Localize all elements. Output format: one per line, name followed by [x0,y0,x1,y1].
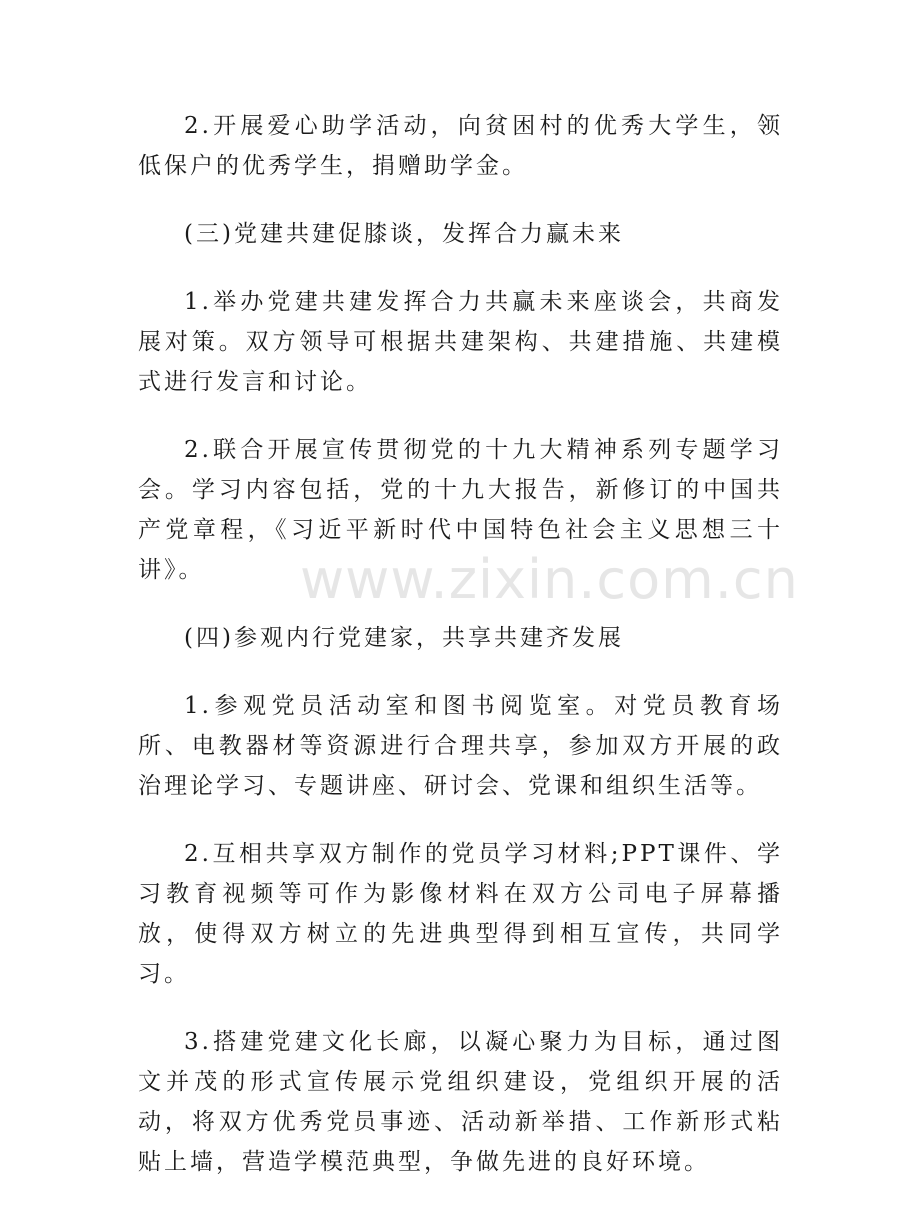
paragraph-symposium: 1.举办党建共建发挥合力共赢未来座谈会，共商发展对策。双方领导可根据共建架构、共建措施、共建模式进行发言和讨论。 [138,289,783,395]
paragraph-study-session: 2.联合开展宣传贯彻党的十九大精神系列专题学习会。学习内容包括，党的十九大报告，新修订的中国共产党章程，《习近平新时代中国特色社会主义思想三十讲》。 [138,437,783,583]
section-heading-3: (三)党建共建促膝谈，发挥合力赢未来 [184,221,624,247]
section-heading-4: (四)参观内行党建家，共享共建齐发展 [184,625,624,651]
paragraph-culture-corridor: 3.搭建党建文化长廊，以凝心聚力为目标，通过图文并茂的形式宣传展示党组织建设，党组织开展的活动，将双方优秀党员事迹、活动新举措、工作新形式粘贴上墙，营造学模范典型，争做先进的良好环境。 [138,1029,783,1175]
watermark: www.zixin.com.cn [300,548,799,611]
paragraph-share-materials: 2.互相共享双方制作的党员学习材料;PPT课件、学习教育视频等可作为影像材料在双方公司电子屏幕播放，使得双方树立的先进典型得到相互宣传，共同学习。 [138,841,783,987]
document-body [138,106,783,1208]
paragraph-aid-activity: 2.开展爱心助学活动，向贫困村的优秀大学生，领低保户的优秀学生，捐赠助学金。 [138,113,783,179]
paragraph-visit-rooms: 1.参观党员活动室和图书阅览室。对党员教育场所、电教器材等资源进行合理共享，参加双方开展的政治理论学习、专题讲座、研讨会、党课和组织生活等。 [138,693,783,799]
